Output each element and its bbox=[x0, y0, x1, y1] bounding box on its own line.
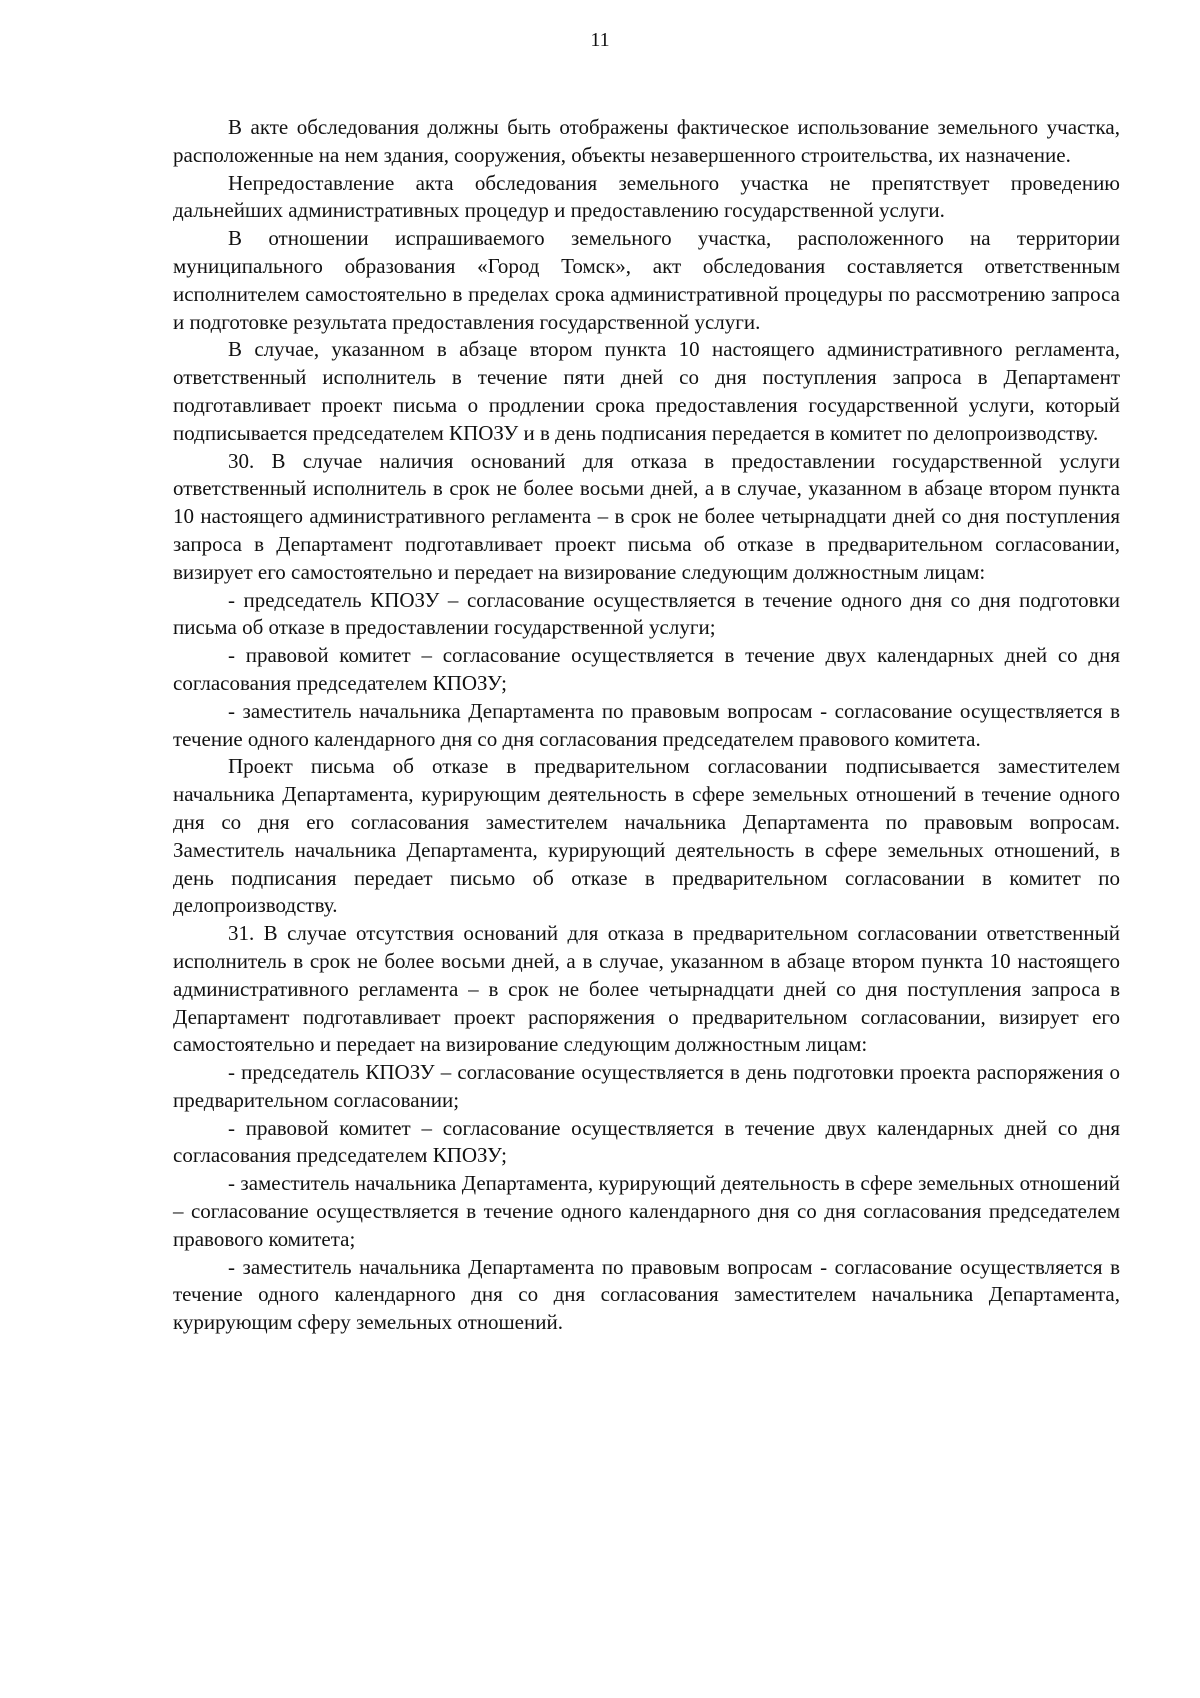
list-item: - правовой комитет – согласование осуществляется в течение двух календарных дней со дня согласования председателем КПОЗУ; bbox=[173, 1115, 1120, 1168]
list-item: - заместитель начальника Департамента, курирующий деятельность в сфере земельных отношений – согласование осуществляется в течение одного календарного дня со дня согласования председателем правового комитета; bbox=[173, 1171, 1120, 1251]
list-item: - заместитель начальника Департамента по правовым вопросам - согласование осуществляется в течение одного календарного дня со дня согласования заместителем начальника Департамента, курирующим сферу земельных отношений. bbox=[173, 1254, 1120, 1335]
paragraph-item-31: 31. В случае отсутствия оснований для отказа в предварительном согласовании ответственный исполнитель в срок не более восьми дней, а в случае, указанном в абзаце втором пункта 10 настоящего административного регламента – в срок не более четырнадцати дней со дня поступления запроса в Департамент подготавливает проект распоряжения о предварительном согласовании, визирует его самостоятельно и передает на визирование следующим должностным лицам: bbox=[173, 921, 1120, 1057]
list-item: - председатель КПОЗУ – согласование осуществляется в течение одного дня со дня подготовки письма об отказе в предоставлении государственной услуги; bbox=[173, 587, 1120, 640]
paragraph: Проект письма об отказе в предварительном согласовании подписывается заместителем начальника Департамента, курирующим деятельность в сфере земельных отношений в течение одного дня со дня его согласования заместителем начальника Департамента по правовым вопросам. Заместитель начальника Департамента, курирующий деятельность в сфере земельных отношений, в день подписания передает письмо об отказе в предварительном согласовании в комитет по делопроизводству. bbox=[173, 754, 1120, 918]
paragraph-item-30: 30. В случае наличия оснований для отказа в предоставлении государственной услуги ответственный исполнитель в срок не более восьми дней, а в случае, указанном в абзаце втором пункта 10 настоящего административного регламента – в срок не более четырнадцати дней со дня поступления запроса в Департамент подготавливает проект письма об отказе в предварительном согласовании, визирует его самостоятельно и передает на визирование следующим должностным лицам: bbox=[173, 448, 1120, 584]
list-item: - правовой комитет – согласование осуществляется в течение двух календарных дней со дня согласования председателем КПОЗУ; bbox=[173, 643, 1120, 695]
document-body bbox=[173, 114, 1120, 1337]
paragraph: В акте обследования должны быть отображены фактическое использование земельного участка, расположенные на нем здания, сооружения, объекты незавершенного строительства, их назначение. bbox=[173, 115, 1120, 167]
paragraph: Непредоставление акта обследования земельного участка не препятствует проведению дальнейших административных процедур и предоставлению государственной услуги. bbox=[173, 170, 1120, 223]
list-item: - председатель КПОЗУ – согласование осуществляется в день подготовки проекта распоряжения о предварительном согласовании; bbox=[173, 1060, 1120, 1112]
list-item: - заместитель начальника Департамента по правовым вопросам - согласование осуществляется в течение одного календарного дня со дня согласования председателем правового комитета. bbox=[173, 698, 1120, 751]
paragraph: В случае, указанном в абзаце втором пункта 10 настоящего административного регламента, ответственный исполнитель в течение пяти дней со дня поступления запроса в Департамент подготавливает проект письма о продлении срока предоставления государственной услуги, который подписывается председателем КПОЗУ и в день подписания передается в комитет по делопроизводству. bbox=[173, 337, 1120, 445]
paragraph: В отношении испрашиваемого земельного участка, расположенного на территории муниципального образования «Город Томск», акт обследования составляется ответственным исполнителем самостоятельно в пределах срока административной процедуры по рассмотрению запроса и подготовке результата предоставления государственной услуги. bbox=[173, 226, 1120, 334]
page-number: 11 bbox=[590, 29, 610, 51]
